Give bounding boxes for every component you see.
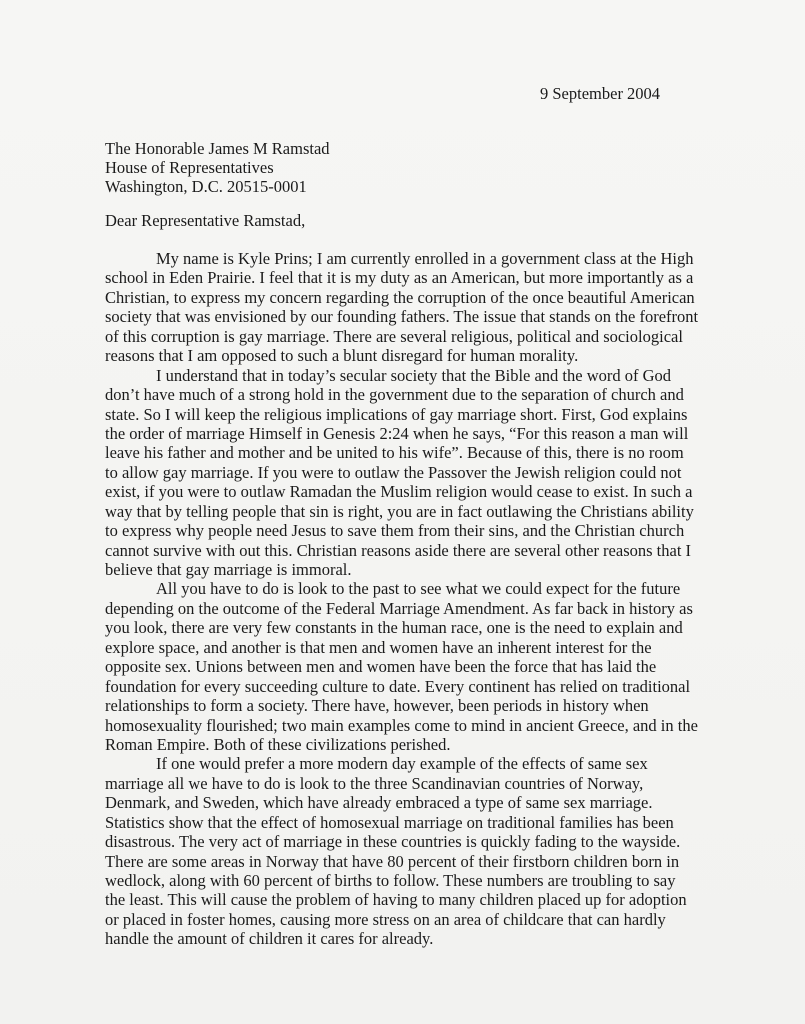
- paragraph-line: believe that gay marriage is immoral.: [105, 560, 352, 579]
- paragraph-line: homosexuality flourished; two main examples come to mind in ancient Greece, and in the: [105, 715, 698, 735]
- address-line: House of Representatives: [105, 158, 274, 177]
- paragraph-line: the least. This will cause the problem of having to many children placed up for adoption: [105, 890, 687, 910]
- paragraph-line: relationships to form a society. There have, however, been periods in history when: [105, 696, 649, 716]
- paragraph-line: explore space, and another is that men and women have an inherent interest for the: [105, 637, 652, 657]
- paragraph: [105, 249, 699, 366]
- paragraph-line: handle the amount of children it cares for already.: [105, 929, 434, 949]
- address-line: The Honorable James M Ramstad: [105, 139, 330, 158]
- paragraph: [105, 754, 687, 949]
- paragraph-line: way that by telling people that sin is right, you are in fact outlawing the Christians ability: [105, 501, 694, 521]
- paragraph-line: There are some areas in Norway that have 80 percent of their firstborn children born in: [105, 851, 680, 871]
- paragraph-line: society that was envisioned by our founding fathers. The issue that stands on the forefront: [105, 307, 699, 327]
- paragraph-line: state. So I will keep the religious implications of gay marriage short. First, God explains: [105, 404, 688, 424]
- paragraph-line: Statistics show that the effect of homosexual marriage on traditional families has been: [105, 812, 674, 832]
- paragraph-line: leave his father and mother and be united to his wife”. Because of this, there is no room: [105, 443, 684, 463]
- paragraph-line: marriage all we have to do is look to the three Scandinavian countries of Norway,: [105, 773, 644, 793]
- recipient-address: [105, 139, 330, 196]
- paragraph-line: If one would prefer a more modern day example of the effects of same sex: [156, 754, 648, 774]
- paragraph-line: don’t have much of a strong hold in the government due to the separation of church and: [105, 385, 684, 405]
- paragraph-line: Christian, to express my concern regarding the corruption of the once beautiful American: [105, 287, 695, 307]
- paragraph-line: reasons that I am opposed to such a blunt disregard for human morality.: [105, 346, 579, 366]
- paragraph-line: My name is Kyle Prins; I am currently enrolled in a government class at the High: [156, 249, 694, 268]
- address-line: Washington, D.C. 20515-0001: [105, 177, 307, 196]
- paragraph-line: I understand that in today’s secular society that the Bible and the word of God: [156, 365, 672, 385]
- paragraph-line: opposite sex. Unions between men and women have been the force that has laid the: [105, 657, 657, 677]
- paragraph-line: wedlock, along with 60 percent of births to follow. These numbers are troubling to say: [105, 871, 676, 890]
- paragraph-line: All you have to do is look to the past to see what we could expect for the future: [156, 579, 681, 599]
- letter-date: 9 September 2004: [540, 84, 661, 103]
- paragraph-line: to allow gay marriage. If you were to outlaw the Passover the Jewish religion could not: [105, 462, 682, 482]
- paragraph-line: the order of marriage Himself in Genesis 2:24 when he says, “For this reason a man will: [105, 423, 689, 443]
- paragraph-line: school in Eden Prairie. I feel that it is my duty as an American, but more importantly as a: [105, 268, 694, 288]
- paragraph-line: or placed in foster homes, causing more stress on an area of childcare that can hardly: [105, 909, 666, 929]
- paragraph-line: Denmark, and Sweden, which have already embraced a type of same sex marriage.: [105, 793, 653, 813]
- paragraph-line: cannot survive with out this. Christian reasons aside there are several other reasons that I: [105, 540, 692, 560]
- paragraph: [105, 365, 694, 580]
- paragraph-line: foundation for every succeeding culture to date. Every continent has relied on traditional: [105, 676, 691, 696]
- paragraph-line: Roman Empire. Both of these civilizations perished.: [105, 734, 451, 754]
- paragraph-line: exist, if you were to outlaw Ramadan the Muslim religion would cease to exist. In such a: [105, 482, 693, 502]
- paragraph: [105, 579, 698, 754]
- paragraph-line: you look, there are very few constants in the human race, one is the need to explain and: [105, 618, 683, 638]
- paragraph-line: disastrous. The very act of marriage in these countries is quickly fading to the wayside.: [105, 832, 681, 852]
- letter-body: [105, 249, 699, 949]
- paragraph-line: to express why people need Jesus to save them from their sins, and the Christian church: [105, 521, 685, 541]
- salutation: Dear Representative Ramstad,: [105, 211, 306, 230]
- paragraph-line: depending on the outcome of the Federal Marriage Amendment. As far back in history as: [105, 598, 693, 618]
- paragraph-line: of this corruption is gay marriage. There are several religious, political and sociological: [105, 326, 683, 346]
